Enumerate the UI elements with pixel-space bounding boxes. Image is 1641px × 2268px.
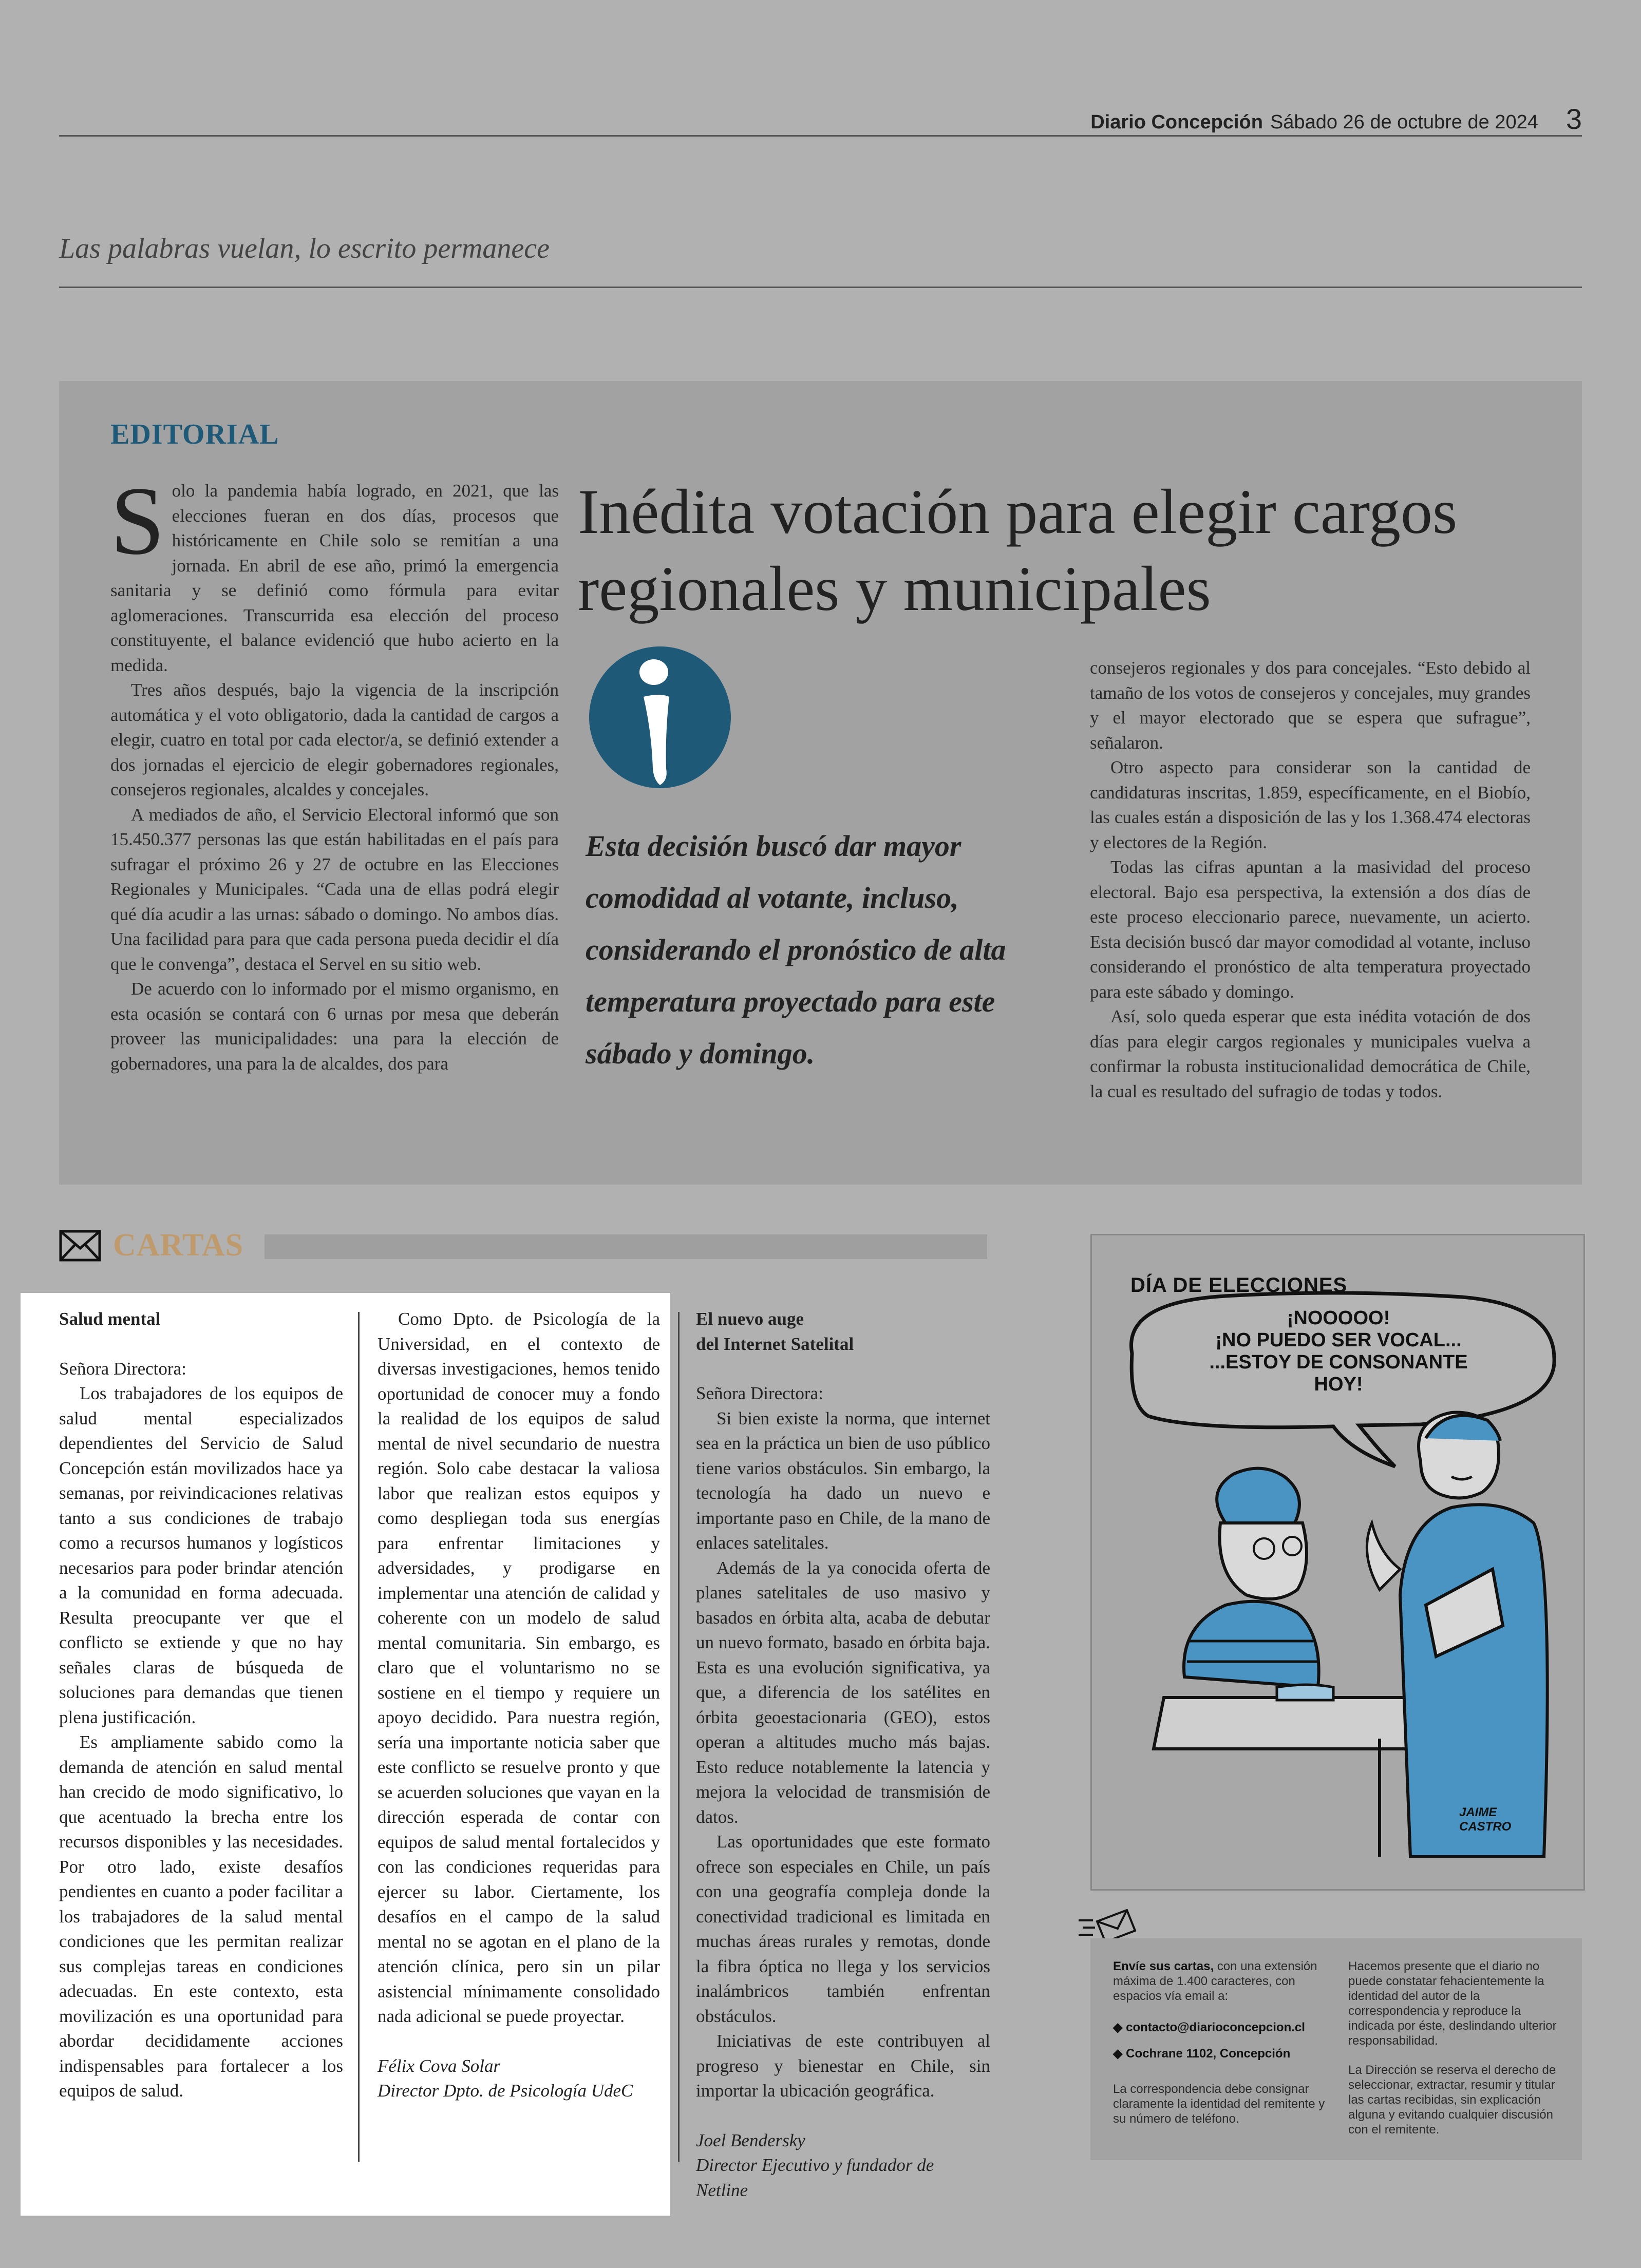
letter-paragraph: Las oportunidades que este formato ofrece son especiales en Chile, un país con una geografía compleja donde la conectividad tradicional es limitada en muchas áreas rurales y remotas, donde la fibra óptica no llega y los servicios inalámbricos también enfrentan obstáculos. [696, 1832, 990, 2026]
editorial-paragraph: consejeros regionales y dos para concejales. “Esto debido al tamaño de los votos de consejeros y concejales, muy grandes y el mayor electorado que se espera que sufrague”, señalaron. [1090, 658, 1531, 753]
editorial-paragraph: Otro aspecto para considerar son la cantidad de candidaturas inscritas, 1.859, específicamente, en el Biobío, las cuales están a disposición de las y los 1.368.474 electoras y electores de la Región. [1090, 757, 1531, 852]
cartas-label: CARTAS [113, 1228, 244, 1263]
letter-salud-mental-column-1 [59, 1307, 343, 2104]
signature-role-line-2: Netline [696, 2180, 748, 2200]
editorial-paragraph: De acuerdo con lo informado por el mismo organismo, en esta ocasión se contará con 6 urnas por mesa que deberán proveer las municipalidades: una para la elección de gobernadores, una para la de alcaldes, dos para [110, 979, 559, 1074]
info-i-icon [588, 645, 732, 789]
send-mail-icon [1078, 1906, 1137, 1942]
pull-quote: Esta decisión buscó dar mayor comodidad al votante, incluso, considerando el pronóstico de alta temperatura proyectado para este sábado y domingo. [586, 829, 1006, 1070]
section-title: Las palabras vuelan, lo escrito permanece [59, 233, 550, 264]
letter-title: Salud mental [59, 1309, 161, 1329]
editorial-block [59, 381, 1582, 1185]
signature-name: Joel Bendersky [696, 2130, 805, 2150]
cartoonist-signature [1459, 1805, 1511, 1834]
signature-line: JAIME [1459, 1805, 1497, 1819]
drop-cap: S [110, 467, 165, 575]
section-divider [59, 287, 1582, 288]
letter-paragraph: Además de la ya conocida oferta de planes satelitales de uso masivo y basados en órbita alta, acaba de debutar un nuevo formato, basado en órbita baja. Esta es una evolución significativa, ya que, a diferencia de los satélites en órbita geoestacionaria (GEO), estos operan a altitudes mucho más bajas. Esto reduce notablemente la latencia y mejora la velocidad de transmisión de datos. [696, 1557, 990, 1827]
contact-address-row: ◆ Cochrane 1102, Concepción [1113, 2047, 1291, 2061]
letter-paragraph: Iniciativas de este contribuyen al progreso y bienestar en Chile, sin importar la ubicación geográfica. [696, 2031, 990, 2101]
disclaimer [1348, 1959, 1559, 2137]
bubble-line: ...ESTOY DE CONSONANTE [1209, 1351, 1468, 1373]
signature-name: Félix Cova Solar [378, 2055, 501, 2076]
column-rule [358, 1312, 360, 2162]
newspaper-name: Diario Concepción [1090, 111, 1263, 133]
signature-role: Director Dpto. de Psicología UdeC [378, 2081, 633, 2101]
editorial-label: EDITORIAL [110, 418, 279, 450]
cartas-header-bar [265, 1234, 987, 1259]
instructions-lead: Envíe sus cartas, [1113, 1959, 1214, 1973]
letters-info-box [1090, 1938, 1582, 2160]
editorial-cartoon [1090, 1234, 1585, 1891]
letter-paragraph: Como Dpto. de Psicología de la Universidad, en el contexto de diversas investigaciones, hemos tenido oportunidad de conocer muy a fondo la realidad de los equipos de salud mental de nivel secundario de nuestra región. Solo cabe destacar la valiosa labor que realizan estos equipos y como despliegan toda sus energías para enfrentar limitaciones y adversidades, y prodigarse en implementar una atención de calidad y coherente con un modelo de salud mental comunitaria. Sin embargo, es claro que el voluntarismo no se sostiene en el tiempo y requiere un apoyo decidido. Para nuestra región, sería una importante noticia saber que este conflicto se resuelve pronto y que se acuerden soluciones que vayan en la dirección esperada de contar con equipos de salud mental fortalecidos y con las condiciones requeridas para ejercer su labor. Ciertamente, los desafíos en el campo de la salud mental no se agotan en el plano de la atención clínica, pero sin un pilar asistencial mínimamente consolidado nada adicional se puede proyectar. [378, 1309, 660, 2026]
letter-paragraph: Si bien existe la norma, que internet sea en la práctica un bien de uso público tiene varios obstáculos. Sin embargo, la tecnología ha dado un nuevo e importante paso en Chile, de la mano de enlaces satelitales. [696, 1408, 990, 1553]
bubble-line: ¡NO PUEDO SER VOCAL... [1215, 1329, 1462, 1351]
editorial-column-1 [110, 467, 559, 1076]
submission-instructions [1113, 1959, 1339, 2126]
column-rule [678, 1312, 680, 2162]
issue-date: Sábado 26 de octubre de 2024 [1270, 111, 1538, 133]
contact-address: Cochrane 1102, Concepción [1126, 2047, 1291, 2061]
signature-role-line-1: Director Ejecutivo y fundador de [696, 2155, 934, 2175]
letter-title-line-1: El nuevo auge [696, 1309, 804, 1329]
letter-salutation: Señora Directora: [59, 1358, 186, 1379]
editorial-paragraph [110, 467, 559, 678]
contact-email-row: ◆ contacto@diarioconcepcion.cl [1113, 2021, 1305, 2034]
editorial-paragraph: Todas las cifras apuntan a la masividad del proceso electoral. Bajo esa perspectiva, la extensión a dos días de este proceso eleccionario parece, nuevamente, un acierto. Esta decisión buscó dar mayor comodidad al votante, incluso considerando el pronóstico de alta temperatura proyectado para este sábado y domingo. [1090, 857, 1531, 1002]
envelope-icon [59, 1230, 101, 1262]
letter-title-line-2: del Internet Satelital [696, 1333, 854, 1354]
bubble-line: ¡NOOOOO! [1287, 1307, 1390, 1329]
disclaimer-paragraph: La Dirección se reserva el derecho de seleccionar, extractar, resumir y titular las cartas recibidas, sin explicación alguna y evitando cualquier discusión con el remitente. [1348, 2063, 1556, 2137]
signature-line: CASTRO [1459, 1820, 1512, 1834]
identity-note: La correspondencia debe consignar claramente la identidad del remitente y su número de teléfono. [1113, 2082, 1325, 2126]
disclaimer-paragraph: Hacemos presente que el diario no puede constatar fehacientemente la identidad del autor de la correspondencia y reproduce la indicada por éste, deslindando ulterior responsabilidad. [1348, 1959, 1557, 2048]
instructions-text: con una extensión máxima de 1.400 caracteres, con espacios vía email a: [1113, 1959, 1317, 2003]
letter-internet-satelital [696, 1307, 990, 2203]
editorial-column-2 [1090, 656, 1531, 1104]
cartoon-title: DÍA DE ELECCIONES [1130, 1274, 1348, 1297]
header-divider [59, 135, 1582, 137]
page-number: 3 [1565, 103, 1582, 135]
letter-paragraph: Es ampliamente sabido como la demanda de atención en salud mental han crecido de modo significativo, lo que acentuado la brecha entre los recursos disponibles y las necesidades. Por otro lado, existe desafíos pendientes en cuanto a poder facilitar a los trabajadores de la salud mental condiciones que les permitan realizar sus complejas tareas en condiciones adecuadas. En este contexto, esta movilización es una oportunidad para abordar decididamente acciones indispensables para fortalecer a los equipos de salud. [59, 1732, 343, 2101]
editorial-paragraph: A mediados de año, el Servicio Electoral informó que son 15.450.377 personas las que están habilitadas en el país para sufragar el próximo 26 y 27 de octubre en las Elecciones Regionales y Municipales. “Cada una de ellas podrá elegir qué día acudir a las urnas: sábado o domingo. No ambos días. Una facilidad para para que cada persona pueda decidir el día que le convenga”, destaca el Servel en su sitio web. [110, 804, 559, 974]
letter-salud-mental-column-2 [378, 1307, 660, 2104]
masthead [1090, 103, 1582, 134]
speech-bubble [1154, 1307, 1523, 1396]
bubble-line: HOY! [1314, 1374, 1363, 1395]
letter-paragraph: Los trabajadores de los equipos de salud mental especializados dependientes del Servicio de Salud Concepción están movilizados hace ya semanas, por reivindicaciones relativas tanto a sus condiciones de trabajo como a recursos humanos y logísticos necesarios para poder brindar atención a la comunidad en forma adecuada. Resulta preocupante ver que el conflicto se extiende y que no hay señales claras de búsqueda de soluciones para demandas que tienen plena justificación. [59, 1383, 343, 1727]
editorial-headline: Inédita votación para elegir cargos regionales y municipales [578, 477, 1458, 624]
contact-email[interactable]: contacto@diarioconcepcion.cl [1126, 2021, 1305, 2034]
editorial-paragraph: Así, solo queda esperar que esta inédita votación de dos días para elegir cargos regionales y municipales vuelva a confirmar la robusta institucionalidad democrática de Chile, la cual es resultado del sufragio de todas y todos. [1090, 1006, 1531, 1101]
editorial-paragraph: Tres años después, bajo la vigencia de la inscripción automática y el voto obligatorio, dada la cantidad de cargos a elegir, cuatro en total por cada elector/a, se definió extender a dos jornadas el ejercicio de elegir gobernadores regionales, consejeros regionales, alcaldes y concejales. [110, 680, 559, 799]
paragraph-text: olo la pandemia había logrado, en 2021, que las elecciones fueran en dos días, procesos que históricamente en Chile solo se remitían a una jornada. En abril de ese año, primó la emergencia sanitaria y se definió como fórmula para evitar aglomeraciones. Transcurrida esa elección del proceso constituyente, el balance evidenció que hubo acierto en la medida. [110, 481, 559, 675]
letter-salutation: Señora Directora: [696, 1383, 823, 1403]
